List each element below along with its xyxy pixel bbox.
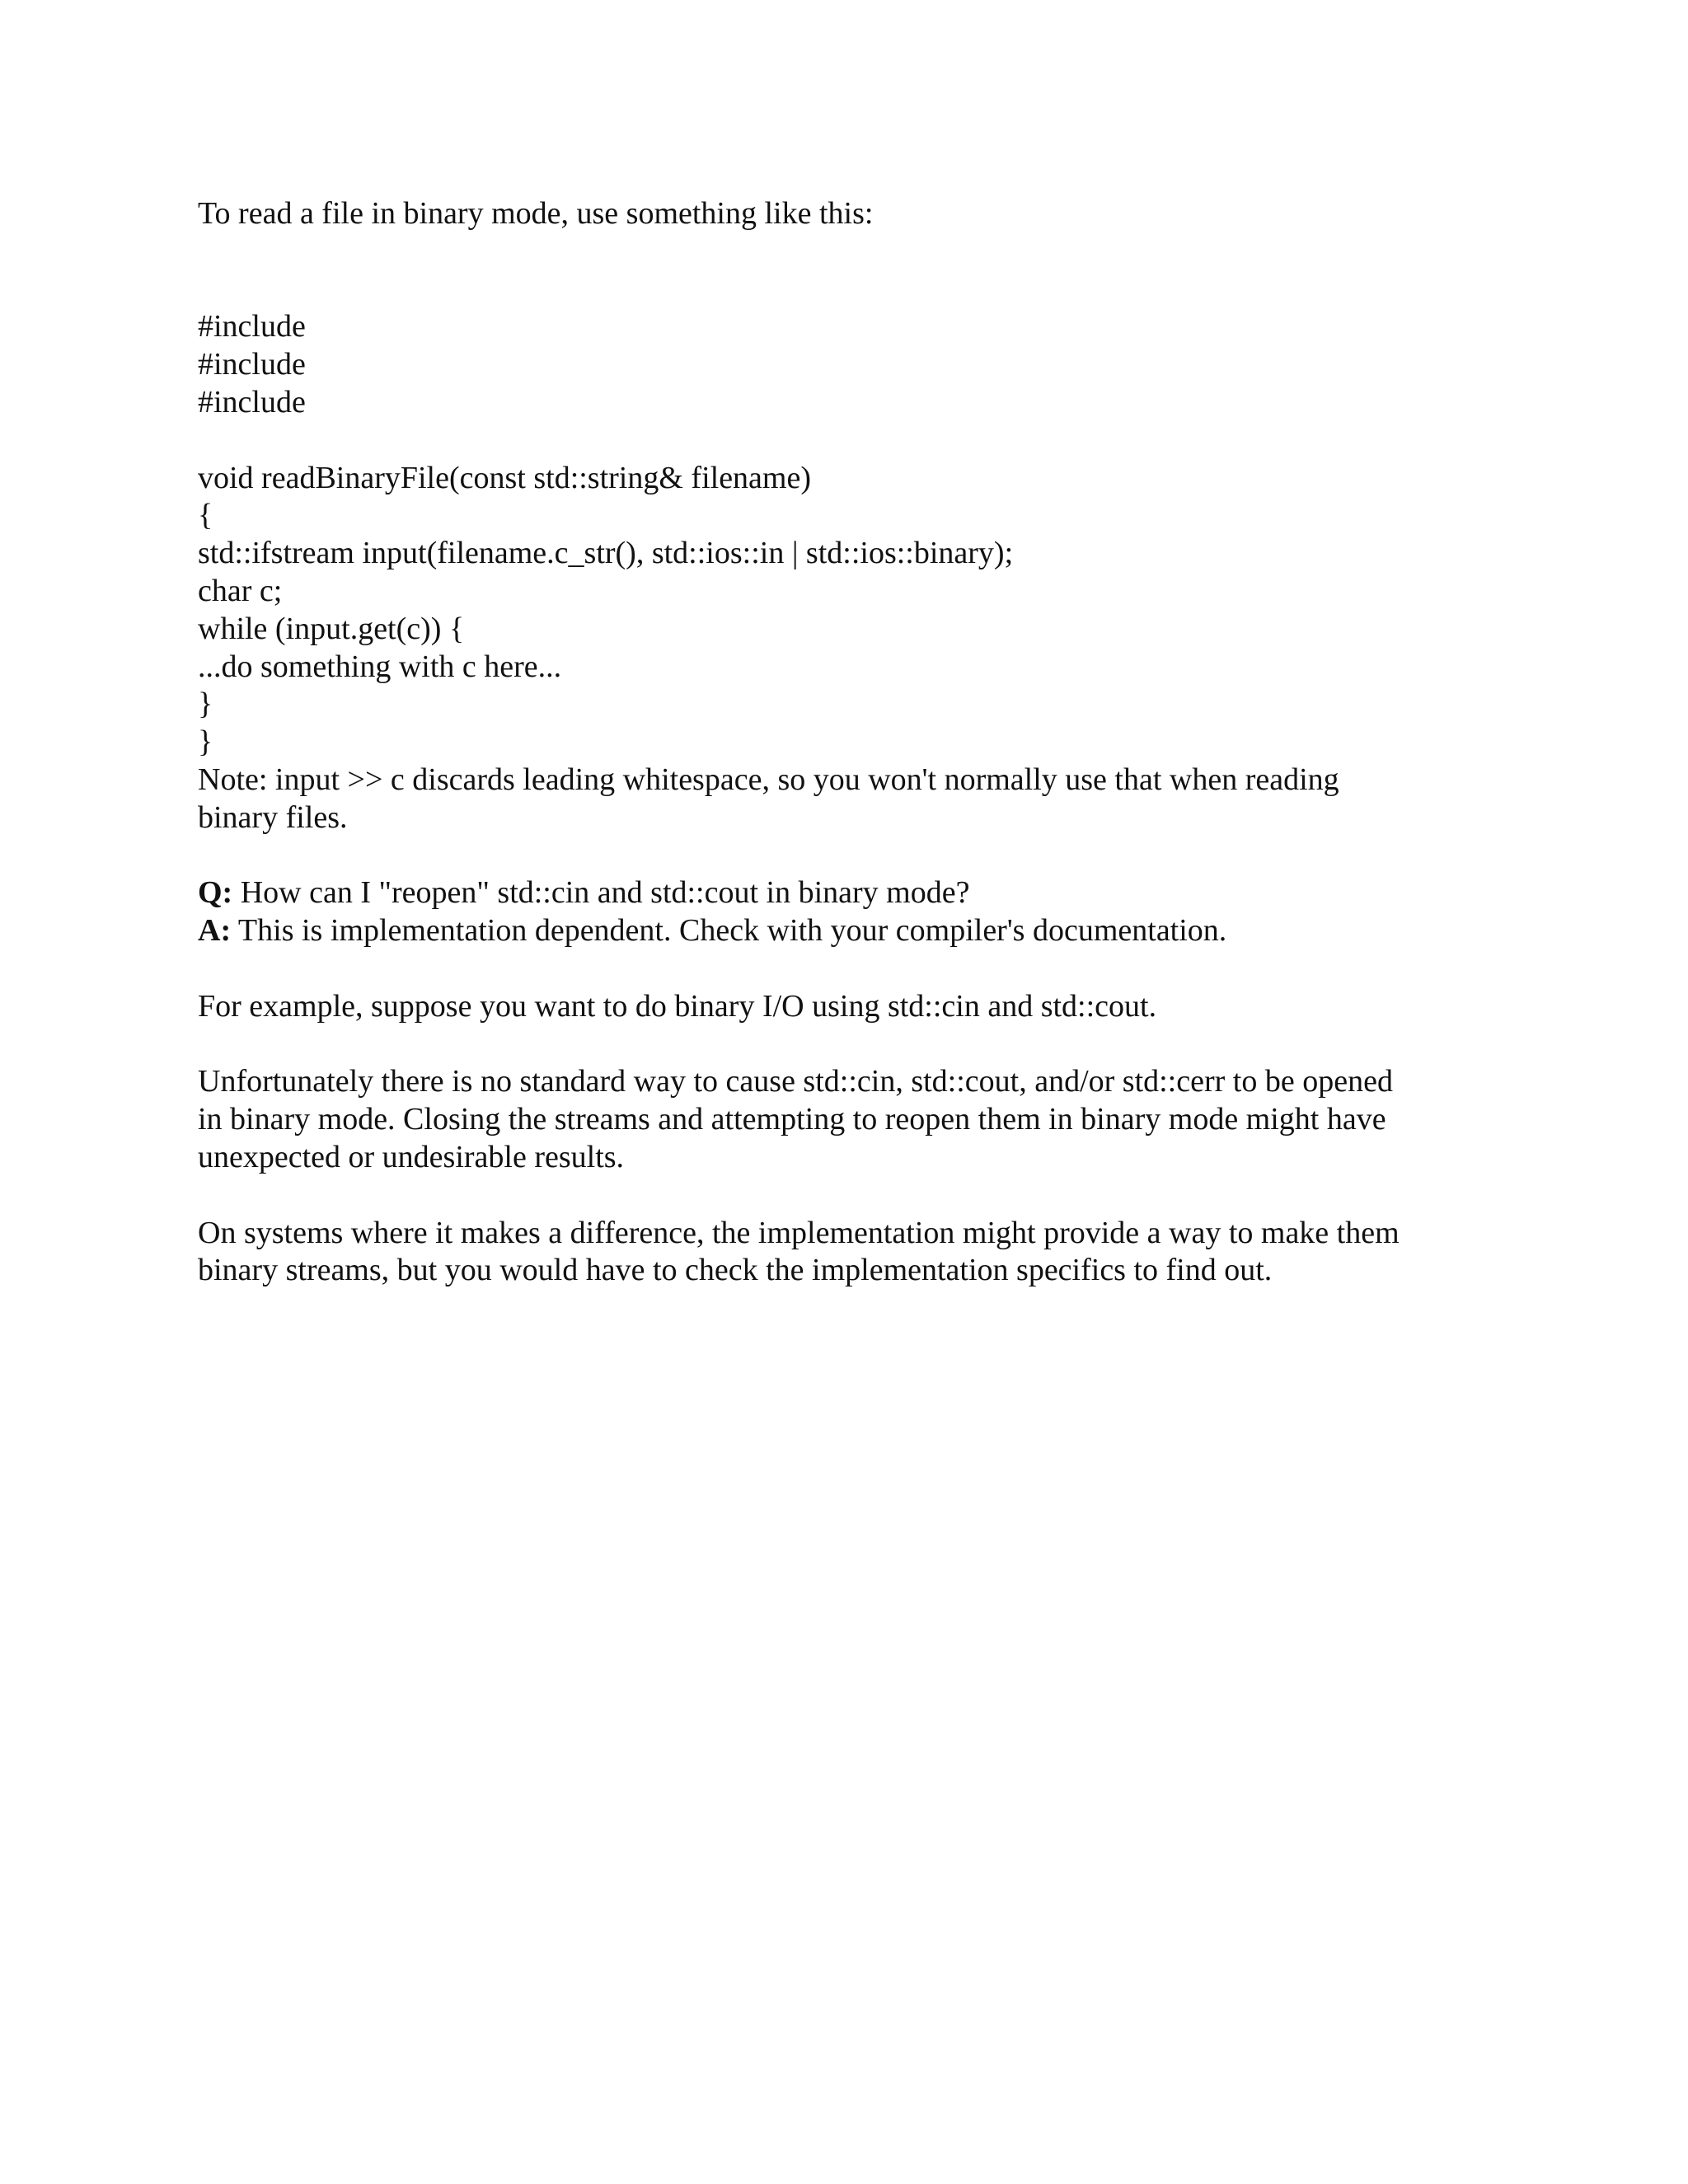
intro-paragraph: To read a file in binary mode, use something like this: xyxy=(198,196,874,231)
paragraph-line: unexpected or undesirable results. xyxy=(198,1139,625,1174)
code-line: } xyxy=(198,724,213,760)
unfortunately-paragraph xyxy=(198,1063,1500,1176)
code-line: void readBinaryFile(const std::string& filename) xyxy=(198,460,812,495)
code-line: #include xyxy=(198,347,306,382)
note-paragraph xyxy=(198,762,1500,837)
code-line: } xyxy=(198,687,213,722)
code-line: char c; xyxy=(198,573,283,608)
answer-text: This is implementation dependent. Check with your compiler's documentation. xyxy=(231,913,1227,949)
code-line: while (input.get(c)) { xyxy=(198,611,465,646)
answer-line xyxy=(198,912,1500,950)
paragraph-line: binary streams, but you would have to check the implementation specifics to find out. xyxy=(198,1253,1273,1288)
spacer xyxy=(198,1177,1500,1215)
note-line: binary files. xyxy=(198,799,348,835)
paragraph-line: On systems where it makes a difference, the implementation might provide a way to make them xyxy=(198,1215,1400,1250)
systems-paragraph xyxy=(198,1215,1500,1291)
spacer xyxy=(198,1026,1500,1064)
code-line: ...do something with c here... xyxy=(198,649,562,684)
answer-label: A: xyxy=(198,913,232,949)
document-body xyxy=(198,195,1500,1290)
spacer xyxy=(198,950,1500,988)
paragraph-line: Unfortunately there is no standard way to cause std::cin, std::cout, and/or std::cerr to be opened xyxy=(198,1064,1393,1099)
code-block xyxy=(198,308,1500,762)
spacer xyxy=(198,837,1500,875)
code-line: { xyxy=(198,498,213,533)
code-line xyxy=(198,422,1500,460)
code-line: #include xyxy=(198,384,306,419)
example-paragraph: For example, suppose you want to do binary I/O using std::cin and std::cout. xyxy=(198,988,1157,1024)
note-line: Note: input >> c discards leading whitespace, so you won't normally use that when reading xyxy=(198,762,1339,797)
question-line xyxy=(198,874,1500,912)
code-line: std::ifstream input(filename.c_str(), std::ios::in | std::ios::binary); xyxy=(198,536,1014,571)
qa-block xyxy=(198,874,1500,950)
code-line: #include xyxy=(198,309,306,344)
question-text: How can I "reopen" std::cin and std::cout in binary mode? xyxy=(232,875,970,911)
question-label: Q: xyxy=(198,875,233,911)
paragraph-line: in binary mode. Closing the streams and attempting to reopen them in binary mode might have xyxy=(198,1102,1386,1137)
